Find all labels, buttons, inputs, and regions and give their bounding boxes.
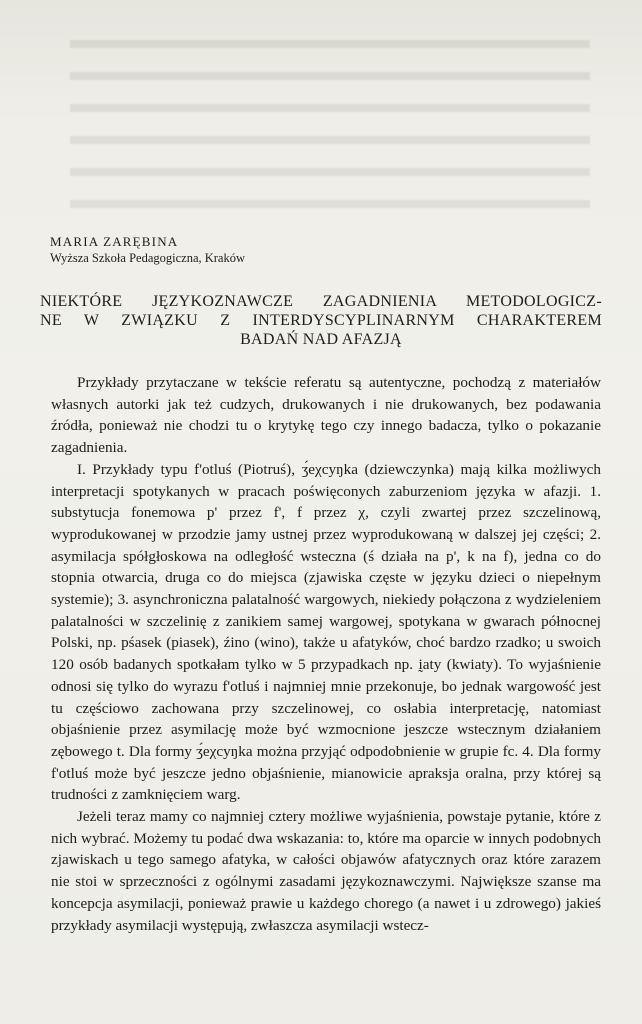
title-line: NIEKTÓRE JĘZYKOZNAWCZE ZAGADNIENIA METODOLOGICZ-: [40, 293, 602, 310]
article-title: [40, 292, 602, 349]
title-line: BADAŃ NAD AFAZJĄ: [240, 331, 402, 348]
paragraph: Jeżeli teraz mamy co najmniej cztery możliwe wyjaśnienia, powstaje pytanie, które z nich wybrać. Możemy tu podać dwa wskazania: to, które ma oparcie w innych podobnych zjawiskach u tego samego afatyka, w całości objawów afatycznych oraz które zarazem nie stoi w sprzeczności z ogólnymi zasadami językoznawczymi. Największe szanse ma koncepcja asymilacji, ponieważ prawie u każdego chorego (a nawet i u zdrowego) jakieś przykłady asymilacji występują, zwłaszcza asymilacji wstecz-: [51, 808, 601, 934]
article-header: [50, 234, 245, 266]
paragraph: I. Przykłady typu f'otluś (Piotruś), ʒ́eχcyŋka (dziewczynka) mają kilka możliwych interpretacji spotykanych w pracach poświęconych zaburzeniom języka w afazji. 1. substytucja fonemowa p' przez f', f przez χ, czyli zwartej przez szczelinową, wyprodukowanej w przodzie jamy ustnej przez wyprodukowaną w dalszej jej części; 2. asymilacja spółgłoskowa na odległość wsteczna (ś działa na p', k na f), jedna co do stopnia otwarcia, druga co do miejsca (zjawiska częste w języku dzieci o niepełnym systemie); 3. asynchroniczna palatalność wargowych, niekiedy połączona z wydzieleniem palatalności w szczelinię z zanikiem samej wargowej, spotykana w gwarach północnej Polski, np. pśasek (piasek), źino (wino), także u afatyków, choć bardzo rzadko; u swoich 120 osób badanych spotkałam tylko w 5 przypadkach np. ḭaty (kwiaty). To wyjaśnienie odnosi się tylko do wyrazu f'otluś i najmniej mnie przekonuje, bo jednak wargowość jest tu częściowo zachowana przy szczelinowej, co osłabia interpretację, natomiast objaśnienie przez asymilację może być wzmocnione jeszcze wstecznym działaniem zębowego t. Dla formy ʒ́eχcyŋka można przyjąć odpodobnienie w grupie fc. 4. Dla formy f'otluś może być jeszcze jedno objaśnienie, mianowicie apraksja oralna, przy której są trudności z zamknięciem warg.: [51, 460, 601, 804]
show-through-text: [70, 18, 590, 218]
paragraph: Przykłady przytaczane w tekście referatu są autentyczne, pochodzą z materiałów własnych autorki jak też cudzych, drukowanych i nie drukowanych, bez podawania źródła, ponieważ nie chodzi tu o krytykę tego czy innego badacza, tylko o pokazanie zagadnienia.: [51, 374, 601, 457]
title-line: NE W ZWIĄZKU Z INTERDYSCYPLINARNYM CHARAKTEREM: [40, 312, 602, 329]
author-name: MARIA ZARĘBINA: [50, 234, 179, 249]
author-affiliation: Wyższa Szkoła Pedagogiczna, Kraków: [50, 251, 246, 265]
article-body: [51, 372, 601, 936]
